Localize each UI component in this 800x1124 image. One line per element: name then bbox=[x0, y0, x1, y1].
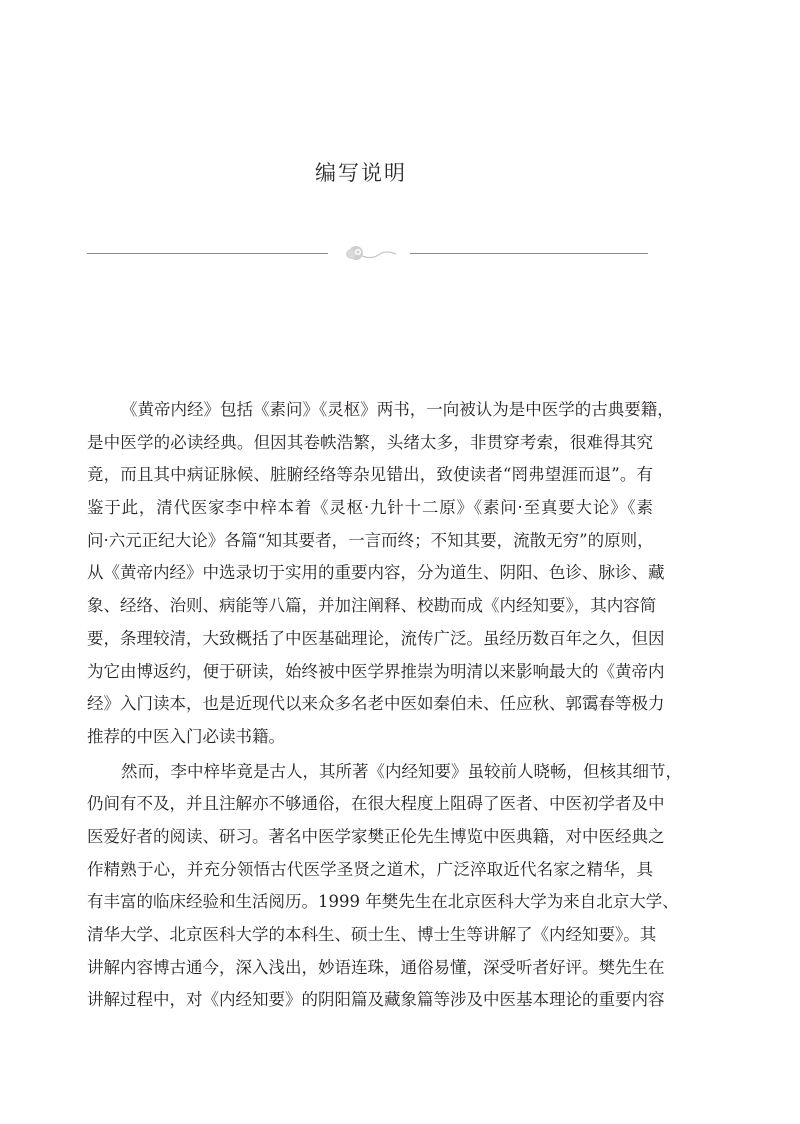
text-line: 仍间有不及，并且注解亦不够通俗，在很大程度上阻碍了医者、中医初学者及中 bbox=[87, 794, 665, 814]
body-text bbox=[87, 394, 682, 1019]
text-line: 医爱好者的阅读、研习。著名中医学家樊正伦先生博览中医典籍，对中医经典之 bbox=[87, 826, 665, 846]
page-title: 编写说明 bbox=[315, 161, 407, 185]
text-line: 然而，李中梓毕竟是古人，其所著《内经知要》虽较前人晓畅，但核其细节， bbox=[121, 761, 682, 781]
divider-right bbox=[410, 253, 648, 254]
divider-left bbox=[87, 253, 328, 254]
text-line: 问·六元正纪大论》各篇“知其要者，一言而终；不知其要，流散无穷”的原则， bbox=[87, 530, 654, 550]
text-line: 要，条理较清，大致概括了中医基础理论，流传广泛。虽经历数百年之久，但因 bbox=[87, 628, 665, 648]
text-line: 象、经络、治则、病能等八篇，并加注阐释、校勘而成《内经知要》，其内容简 bbox=[87, 596, 657, 616]
text-line: 竟，而且其中病证脉候、脏腑经络等杂见错出，致使读者“罔弗望涯而退”。有 bbox=[87, 465, 653, 485]
paragraph bbox=[87, 394, 674, 754]
text-line: 作精熟于心，并充分领悟古代医学圣贤之道术，广泛淬取近代名家之精华，具 bbox=[87, 859, 653, 879]
text-line: 讲解过程中，对《内经知要》的阴阳篇及藏象篇等涉及中医基本理论的重要内容 bbox=[87, 990, 665, 1010]
cloud-scroll-icon bbox=[344, 242, 398, 264]
text-line: 鉴于此，清代医家李中梓本着《灵枢·九针十二原》《素问·至真要大论》《素 bbox=[87, 498, 653, 518]
text-line: 从《黄帝内经》中选录切于实用的重要内容，分为道生、阴阳、色诊、脉诊、藏 bbox=[87, 563, 665, 583]
paragraph bbox=[87, 756, 682, 1018]
text-line: 推荐的中医入门必读书籍。 bbox=[87, 726, 285, 746]
text-line: 是中医学的必读经典。但因其卷帙浩繁，头绪太多，非贯穿考索，很难得其究 bbox=[87, 432, 653, 452]
text-line: 讲解内容博古通今，深入浅出，妙语连珠，通俗易懂，深受听者好评。樊先生在 bbox=[87, 957, 665, 977]
text-line: 《黄帝内经》包括《素问》《灵枢》两书，一向被认为是中医学的古典要籍， bbox=[121, 400, 674, 419]
text-line: 清华大学、北京医科大学的本科生、硕士生、博士生等讲解了《内经知要》。其 bbox=[87, 925, 657, 944]
text-line: 为它由博返约，便于研读，始终被中医学界推崇为明清以来影响最大的《黄帝内 bbox=[87, 661, 665, 681]
text-line: 经》入门读本，也是近现代以来众多名老中医如秦伯未、任应秋、郭霭春等极力 bbox=[87, 694, 665, 714]
text-line: 有丰富的临床经验和生活阅历。1999 年樊先生在北京医科大学为来自北京大学、 bbox=[87, 892, 679, 912]
